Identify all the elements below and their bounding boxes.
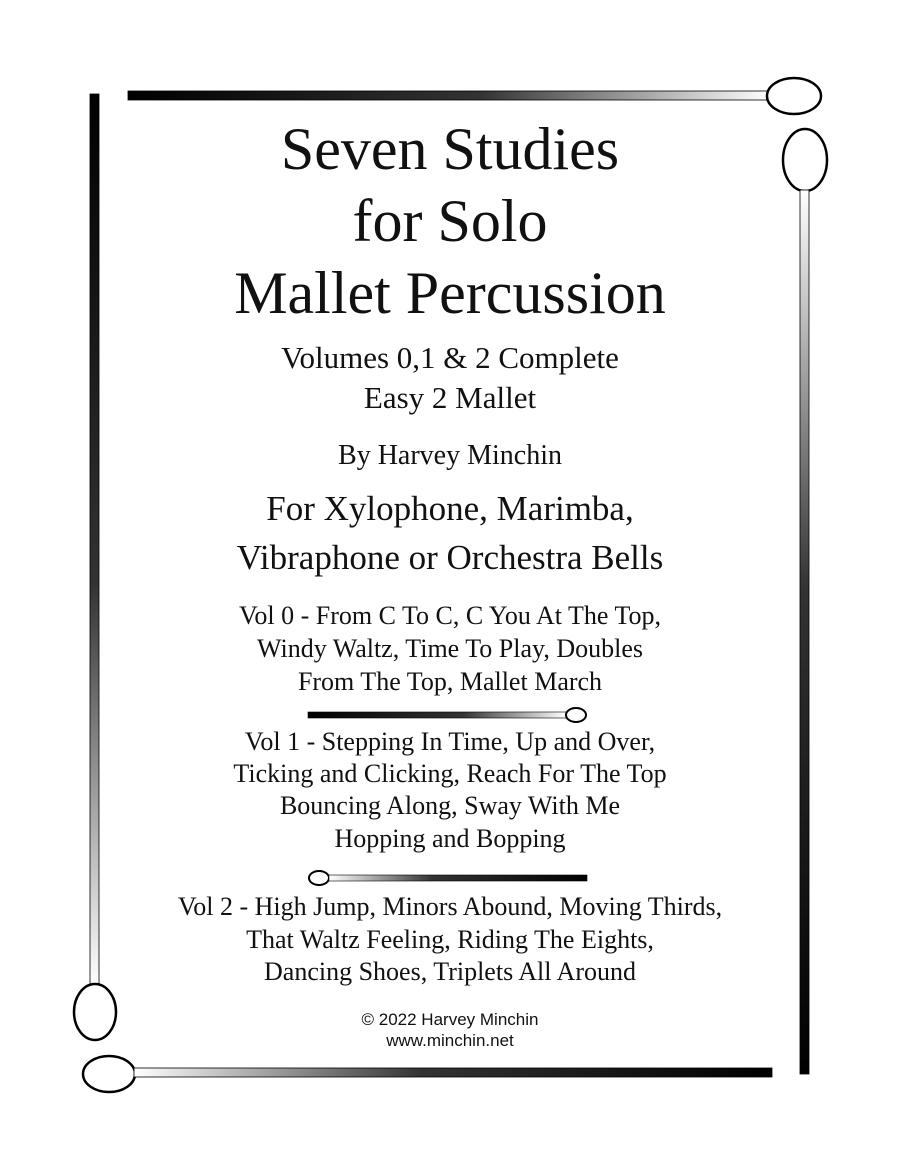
level-subtitle: Easy 2 Mallet xyxy=(363,380,537,415)
mallet-icon xyxy=(83,1056,772,1092)
title-line-1: Seven Studies xyxy=(280,116,620,182)
website-link[interactable]: www.minchin.net xyxy=(386,1031,514,1050)
vol1-line-4: Hopping and Bopping xyxy=(334,824,566,853)
title-line-2: for Solo xyxy=(352,188,548,254)
vol1-line-3: Bouncing Along, Sway With Me xyxy=(279,791,621,820)
vol0-line-3: From The Top, Mallet March xyxy=(297,667,603,696)
vol2-line-2: That Waltz Feeling, Riding The Eights, xyxy=(246,925,654,954)
vol1-line-1: Vol 1 - Stepping In Time, Up and Over, xyxy=(244,727,656,756)
mallet-icon xyxy=(128,78,821,114)
vol2-line-1: Vol 2 - High Jump, Minors Abound, Moving Thirds, xyxy=(177,892,723,921)
instruments-line-1: For Xylophone, Marimba, xyxy=(266,489,634,528)
mallet-icon xyxy=(309,871,587,885)
mallet-icon xyxy=(308,708,586,722)
author-line: By Harvey Minchin xyxy=(338,440,562,471)
instruments-line-2: Vibraphone or Orchestra Bells xyxy=(236,538,664,577)
title-line-3: Mallet Percussion xyxy=(234,260,666,326)
volumes-subtitle: Volumes 0,1 & 2 Complete xyxy=(281,340,619,375)
vol2-line-3: Dancing Shoes, Triplets All Around xyxy=(264,957,636,986)
vol1-line-2: Ticking and Clicking, Reach For The Top xyxy=(233,759,667,788)
copyright-notice: © 2022 Harvey Minchin xyxy=(361,1010,539,1029)
vol0-line-1: Vol 0 - From C To C, C You At The Top, xyxy=(238,601,662,630)
vol0-line-2: Windy Waltz, Time To Play, Doubles xyxy=(256,634,643,663)
